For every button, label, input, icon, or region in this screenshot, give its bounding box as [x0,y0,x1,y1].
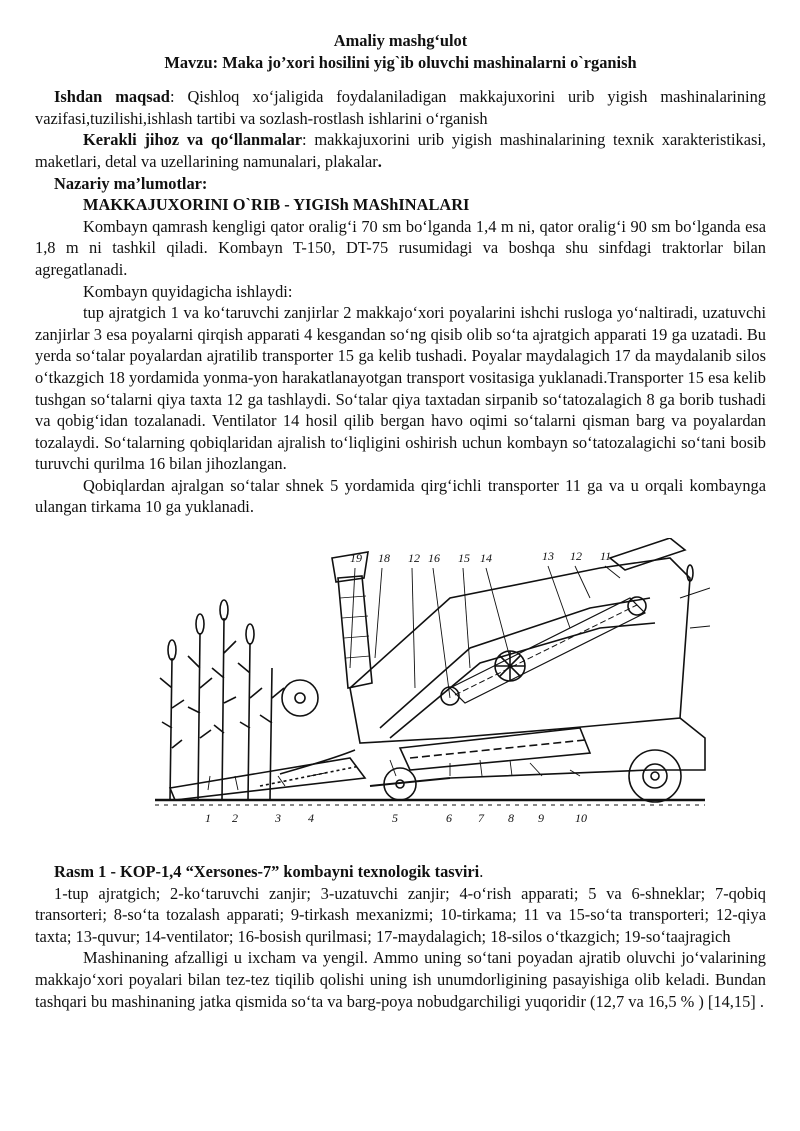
label-13: 13 [542,549,554,564]
paragraph-2: Kombayn quyidagicha ishlaydi: [83,281,293,301]
theory-heading: Nazariy ma’lumotlar: [54,173,208,193]
label-18: 18 [378,551,390,566]
label-3: 3 [275,811,281,826]
label-9: 9 [538,811,544,826]
document-page [35,30,766,1012]
goal-label: Ishdan maqsad [54,87,170,107]
label-2: 2 [232,811,238,826]
corn-plants-icon [160,600,284,800]
label-15: 15 [458,551,470,566]
paragraph-5: Mashinaning afzalligi u ixcham va yengil. Ammo uning so‘tani poyadan ajratib oluvchi jo‘valarining makkajo‘xori poyalari bilan tez-tez tiqilib qolishi uning ish unumdorligining pasayishiga olib keladi. Bundan tashqari bu mashinaning jatka qismida so‘ta va barg-poya nobudgarchiligi yuqoridir (12,7 va 16,5 % ) [14,15] . [35,948,766,1011]
header-title: Amaliy mashg‘ulot [333,31,468,50]
figure-caption: Rasm 1 - KOP-1,4 “Xersones-7” kombayni texnologik tasviri [54,862,480,882]
goal-text: : Qishloq xo‘jaligida foydalaniladigan makkajuxorini urib yigish mashinalarining vazifasi,tuzilishi,ishlash tartibi va sozlash-rostlash ishlarini o‘rganish [35,87,766,128]
label-5: 5 [392,811,398,826]
figure-caption-end: . [479,862,484,882]
topic-label: Mavzu [164,52,213,72]
label-4: 4 [308,811,314,826]
section-title: MAKKAJUXORINI O`RIB - YIGISh MAShINALARI [83,195,470,215]
label-6: 6 [446,811,452,826]
topic-text: : Maka jo’xori hosilini yig`ib oluvchi mashinalarni o`rganish [212,52,637,72]
equipment-text: : makkajuxorini urib yigish mashinalarining texnik xarakteristikasi, maketlari, detal va uzellarining namunalari, plakalar [35,130,766,171]
equipment-label: Kerakli jihoz va qo‘llanmalar [83,130,303,150]
label-14: 14 [480,551,492,566]
figure-caption-line [35,861,766,883]
label-10: 10 [575,811,587,826]
equipment-end: . [377,151,382,171]
label-12b: 12 [570,549,582,564]
combine-diagram [150,538,710,843]
label-11: 11 [600,549,612,564]
equipment-paragraph [35,129,766,172]
combine-diagram-figure [35,538,766,843]
topic-line [35,52,766,74]
label-12a: 12 [408,551,420,566]
figure-legend: 1-tup ajratgich; 2-ko‘taruvchi zanjir; 3-uzatuvchi zanjir; 4-o‘rish apparati; 5 va 6-shneklar; 7-qobiq transorteri; 8-so‘ta tozalash apparati; 9-tirkash mexanizmi; 10-tirkama; 11 va 15-so‘ta transporteri; 12-qiya taxta; 13-quvur; 14-ventilator; 16-bosish qurilmasi; 17-maydalagich; 18-silos o‘tkazgich; 19-so‘taajragich [35,883,766,946]
label-16: 16 [428,551,440,566]
paragraph-4: Qobiqlardan ajralgan so‘talar shnek 5 yordamida qirg‘ichli transporter 11 ga va u orqali kombaynga ulangan tirkama 10 ga yuklanadi. [35,475,766,517]
label-7: 7 [478,811,484,826]
paragraph-1: Kombayn qamrash kengligi qator oralig‘i 70 sm bo‘lganda 1,4 m ni, qator oralig‘i 90 sm bo‘lganda esa 1,8 m ni tashkil qiladi. Kombayn T-150, DT-75 rusumidagi va boshqa shu sinfdagi traktorlar bilan agregatlanadi. [35,216,766,279]
label-1: 1 [205,811,211,826]
label-19: 19 [350,551,362,566]
goal-paragraph [35,86,766,129]
paragraph-3: tup ajratgich 1 va ko‘taruvchi zanjirlar 2 makkajo‘xori poyalarini ishchi rusloga yo‘naltiradi, uzatuvchi zanjirlar 3 esa poyalarni qirqish apparati 4 kesgandan so‘ng qisib olib so‘ta ajratgich apparati 19 ga uzatadi. Bu yerda so‘talar poyalardan ajratilib transporter 15 ga kelib tushadi. Poyalar maydalagich 17 da maydalanib silos o‘tkazgich 18 yordamida yonma-yon harakatlanayotgan transport vositasiga yuklanadi.Transporter 15 esa kelib tushgan so‘talarni qiya taxta 12 ga tashlaydi. So‘talar qiya taxtadan sirpanib so‘tatozalagich 8 ga borib tushadi va qobig‘idan tozalanadi. Ventilator 14 hosil qilib bergan havo oqimi so‘talarni qisman barg va poyalardan tozalaydi. So‘talarning qobiqlaridan ajralish to‘liqligini oshirish uchun kombayn so‘tatozalagichi so‘tani bosib turuvchi qurilma 16 bilan jihozlangan. [35,303,766,474]
label-8: 8 [508,811,514,826]
